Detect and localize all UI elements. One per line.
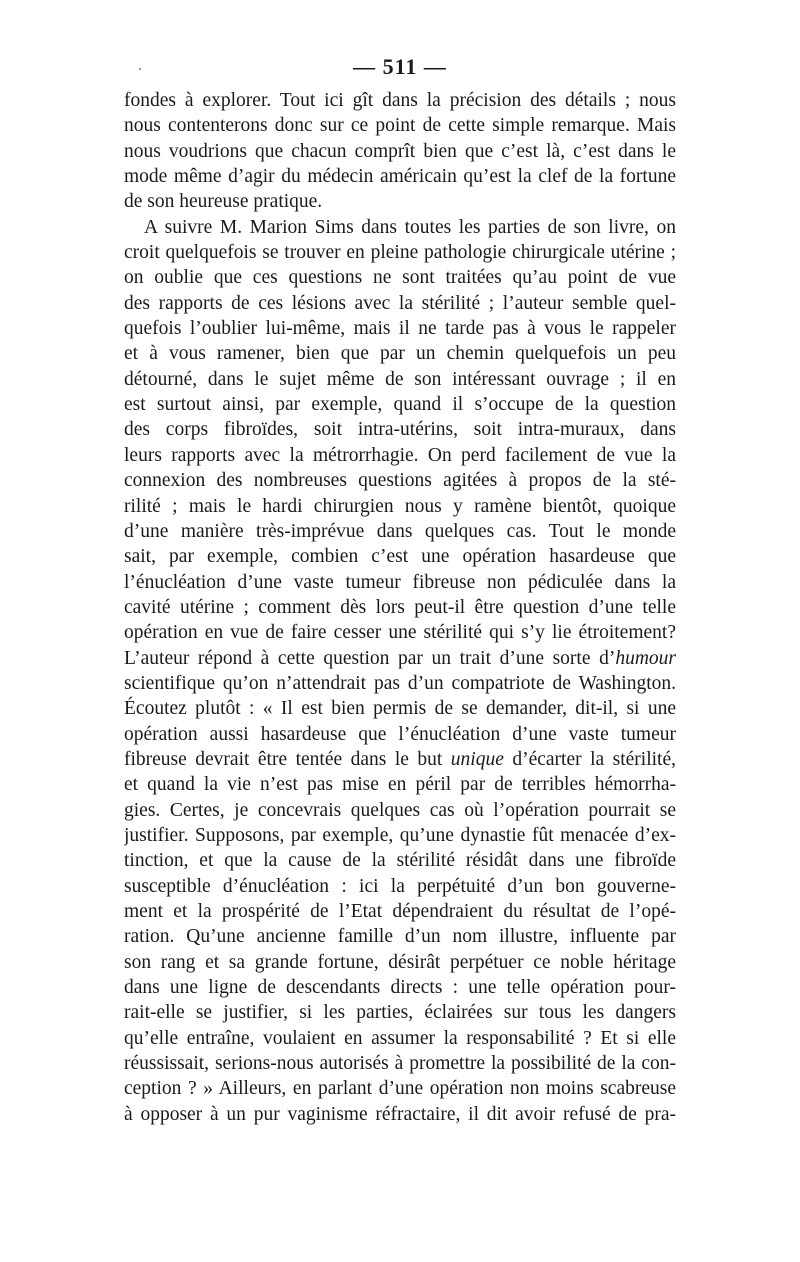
text-line: d’une manière très-imprévue dans quelques cas. Tout le monde — [124, 520, 676, 542]
text-line: mode même d’agir du médecin américain qu’est la clef de la fortune — [124, 166, 676, 188]
text-line: susceptible d’énucléation : ici la perpétuité d’un bon gouverne- — [124, 875, 676, 897]
text-line: sait, par exemple, combien c’est une opération hasardeuse que — [124, 546, 676, 568]
text-line: tinction, et que la cause de la stérilité résidât dans une fibroïde — [124, 850, 676, 872]
text-line: ration. Qu’une ancienne famille d’un nom illustre, influente par — [124, 926, 676, 948]
text-line: ment et la prospérité de l’Etat dépendraient du résultat de l’opé- — [124, 901, 676, 922]
text-line: nous contenterons donc sur ce point de cette simple remarque. Mais — [124, 115, 676, 137]
text-line: et à vous ramener, bien que par un chemin quelquefois un peu — [124, 343, 676, 365]
text-line: des rapports de ces lésions avec la stérilité ; l’auteur semble quel- — [124, 292, 676, 314]
text-line: fibreuse devrait être tentée dans le but unique d’écarter la stérilité, — [124, 748, 676, 770]
body-text — [124, 88, 676, 1127]
text-line: on oublie que ces questions ne sont traitées qu’au point de vue — [124, 267, 676, 289]
text-line: dans une ligne de descendants directs : une telle opération pour- — [124, 977, 676, 999]
text-line: croit quelquefois se trouver en pleine pathologie chirurgicale utérine ; — [124, 242, 676, 264]
text-line: rait-elle se justifier, si les parties, éclairées sur tous les dangers — [124, 1002, 676, 1024]
text-line: et quand la vie n’est pas mise en péril par de terribles hémorrha- — [124, 774, 676, 796]
text-line: est surtout ainsi, par exemple, quand il s’occupe de la question — [124, 394, 676, 416]
text-line: nous voudrions que chacun comprît bien que c’est là, c’est dans le — [124, 140, 676, 162]
text-line: ception ? » Ailleurs, en parlant d’une opération non moins scabreuse — [124, 1078, 676, 1100]
text-line: L’auteur répond à cette question par un trait d’une sorte d’humour — [124, 647, 676, 669]
text-line: gies. Certes, je concevrais quelques cas où l’opération pourrait se — [124, 799, 676, 821]
text-line: de son heureuse pratique. — [124, 191, 323, 213]
text-line: rilité ; mais le hardi chirurgien nous y ramène bientôt, quoique — [124, 495, 676, 517]
text-line: à opposer à un pur vaginisme réfractaire, il dit avoir refusé de pra- — [124, 1103, 676, 1125]
text-line: leurs rapports avec la métrorrhagie. On perd facilement de vue la — [124, 444, 676, 466]
text-line: justifier. Supposons, par exemple, qu’une dynastie fût menacée d’ex- — [124, 824, 676, 846]
paragraph-first-line: A suivre M. Marion Sims dans toutes les parties de son livre, on — [144, 216, 676, 238]
page-number: — 511 — — [353, 54, 447, 79]
text-line: son rang et sa grande fortune, désirât perpétuer ce noble héritage — [124, 951, 676, 973]
text-line: opération aussi hasardeuse que l’énucléation d’une vaste tumeur — [124, 723, 676, 745]
text-line: connexion des nombreuses questions agitées à propos de la sté- — [124, 470, 676, 492]
text-line: scientifique qu’on n’attendrait pas d’un compatriote de Washington. — [124, 672, 676, 694]
text-line: détourné, dans le sujet même de son intéressant ouvrage ; il en — [124, 368, 676, 390]
text-line: opération en vue de faire cesser une stérilité qui s’y lie étroitement? — [124, 622, 676, 644]
text-line: l’énucléation d’une vaste tumeur fibreuse non pédiculée dans la — [124, 571, 676, 593]
text-line: quefois l’oublier lui-même, mais il ne tarde pas à vous le rappeler — [124, 318, 676, 340]
text-line: qu’elle entraîne, voulaient en assumer la responsabilité ? Et si elle — [124, 1027, 676, 1049]
text-line: réussissait, serions-nous autorisés à promettre la possibilité de la con- — [124, 1053, 676, 1075]
text-line: Écoutez plutôt : « Il est bien permis de se demander, dit-il, si une — [124, 698, 676, 720]
text-line: cavité utérine ; comment dès lors peut-il être question d’une telle — [124, 596, 676, 618]
text-line: des corps fibroïdes, soit intra-utérins, soit intra-muraux, dans — [124, 419, 676, 441]
text-line: fondes à explorer. Tout ici gît dans la précision des détails ; nous — [124, 90, 676, 111]
